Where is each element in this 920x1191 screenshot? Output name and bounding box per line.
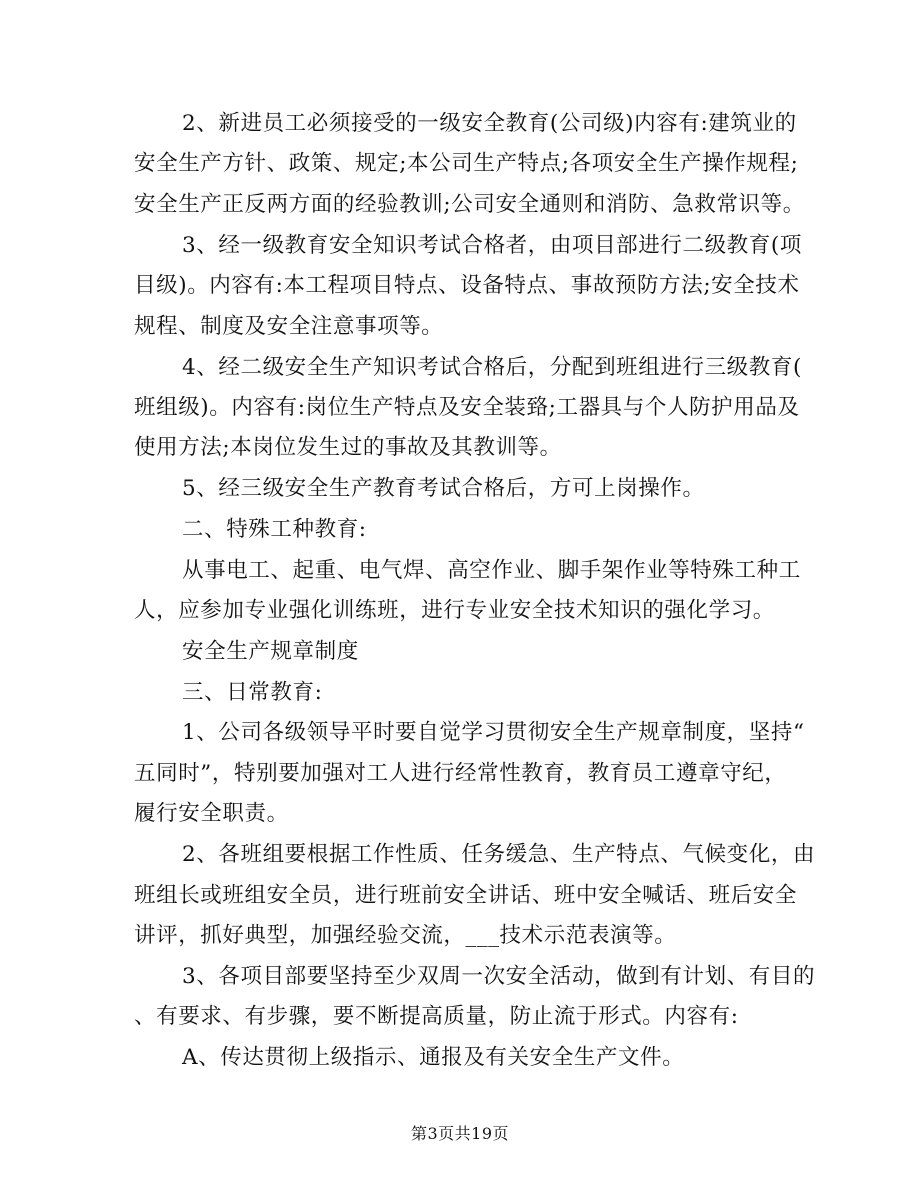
text-line: 班组长或班组安全员，进行班前安全讲话、班中安全喊话、班后安全 — [134, 883, 798, 908]
text-line: 、有要求、有步骤，要不断提高质量，防止流于形式。内容有: — [134, 1004, 739, 1029]
text-line: 4、经二级安全生产知识考试合格后，分配到班组进行三级教育( — [182, 355, 802, 380]
text-line: 2、新进员工必须接受的一级安全教育(公司级)内容有:建筑业的 — [182, 111, 797, 136]
section-heading: 三、日常教育: — [182, 680, 323, 705]
text-line: 讲评，抓好典型，加强经验交流，___技术示范表演等。 — [134, 923, 677, 948]
text-line: 3、各项目部要坚持至少双周一次安全活动，做到有计划、有目的 — [182, 964, 816, 989]
text-line: 使用方法;本岗位发生过的事故及其教训等。 — [134, 435, 562, 460]
text-line: 从事电工、起重、电气焊、高空作业、脚手架作业等特殊工种工 — [182, 558, 801, 583]
text-line: 班组级)。内容有:岗位生产特点及安全装臵;工器具与个人防护用品及 — [134, 395, 800, 420]
text-line: 2、各班组要根据工作性质、任务缓急、生产特点、气候变化，由 — [182, 842, 816, 867]
text-line: 人，应参加专业强化训练班，进行专业安全技术知识的强化学习。 — [134, 598, 775, 623]
section-heading: 安全生产规章制度 — [182, 639, 359, 664]
section-heading: 二、特殊工种教育: — [182, 517, 367, 542]
text-line: 5、经三级安全生产教育考试合格后，方可上岗操作。 — [182, 476, 705, 501]
text-line: 1、公司各级领导平时要自觉学习贯彻安全生产规章制度，坚持“ — [182, 720, 805, 745]
text-line: 五同时”，特别要加强对工人进行经常性教育，教育员工遵章守纪， — [134, 761, 787, 786]
text-line: 规程、制度及安全注意事项等。 — [134, 314, 444, 339]
text-line: A、传达贯彻上级指示、通报及有关安全生产文件。 — [182, 1045, 685, 1070]
text-line: 3、经一级教育安全知识考试合格者，由项目部进行二级教育(项 — [182, 233, 802, 258]
text-line: 安全生产方针、政策、规定;本公司生产特点;各项安全生产操作规程; — [134, 151, 799, 176]
text-line: 履行安全职责。 — [134, 801, 289, 826]
text-line: 目级)。内容有:本工程项目特点、设备特点、事故预防方法;安全技术 — [134, 273, 800, 298]
page-number: 第3页共19页 — [410, 1124, 510, 1143]
text-line: 安全生产正反两方面的经验教训;公司安全通则和消防、急救常识等。 — [134, 192, 805, 217]
